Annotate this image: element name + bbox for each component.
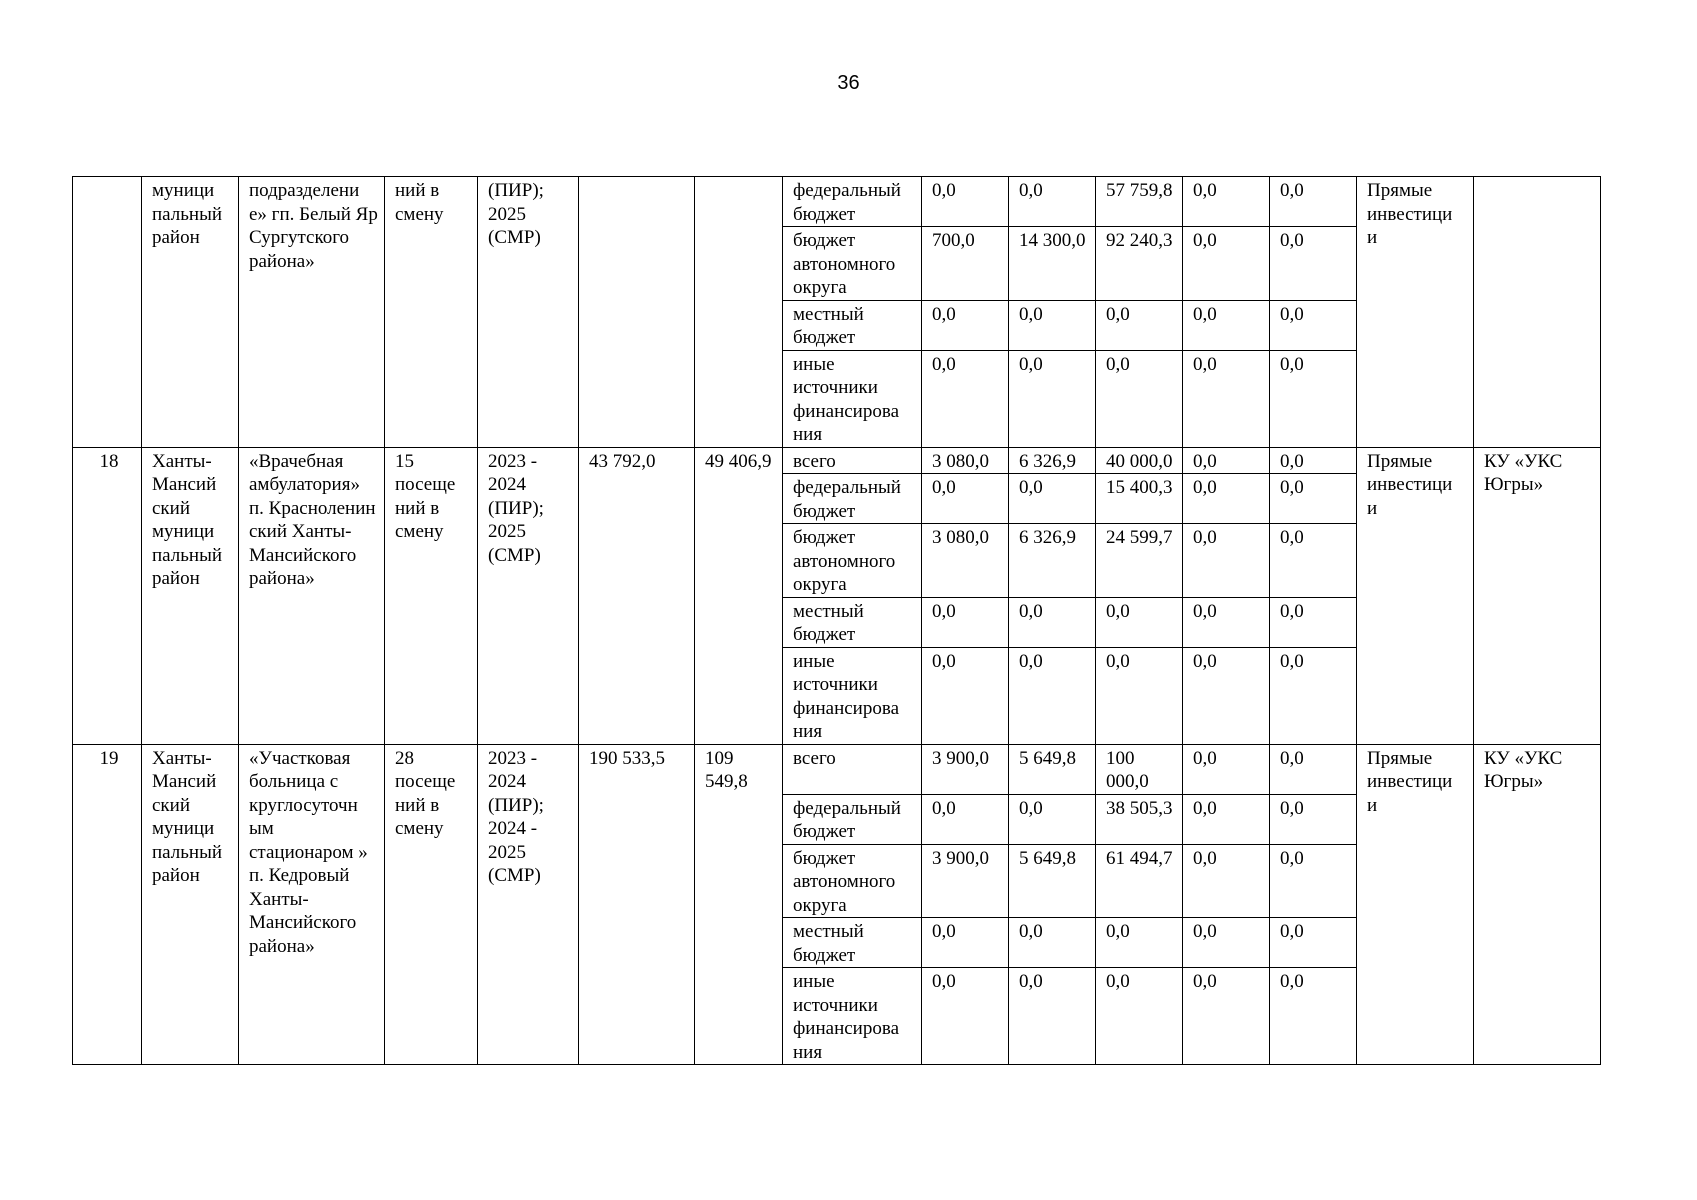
value-cell: 0,0 [1009,647,1096,744]
value-cell: 0,0 [1270,524,1357,598]
value-cell: 0,0 [1270,474,1357,524]
value-cell: 0,0 [1183,474,1270,524]
value-cell: 3 080,0 [922,524,1009,598]
funding-source-cell: местный бюджет [783,300,922,350]
period-cell: (ПИР); 2025 (СМР) [478,177,579,448]
funding-source-cell: федеральный бюджет [783,474,922,524]
funding-source-cell: бюджет автономного округа [783,844,922,918]
value-cell: 0,0 [1183,647,1270,744]
value-cell: 0,0 [922,968,1009,1065]
value-cell: 0,0 [1009,597,1096,647]
value-cell: 0,0 [1270,744,1357,794]
value-cell: 0,0 [1183,350,1270,447]
value-cell: 0,0 [1183,524,1270,598]
investment-table [72,176,1601,1065]
value-cell: 0,0 [922,647,1009,744]
value-cell: 0,0 [1270,968,1357,1065]
value-cell: 0,0 [1183,744,1270,794]
object-cell: «Участковая больница с круглосуточн ым стационаром » п. Кедровый Ханты-Мансийского района» [239,744,385,1065]
municipality-cell: Ханты-Мансий ский муници пальный район [142,447,239,744]
mechanism-cell: Прямые инвестици и [1357,744,1474,1065]
value-cell: 0,0 [922,350,1009,447]
row-number [73,177,142,448]
period-cell: 2023 - 2024 (ПИР); 2025 (СМР) [478,447,579,744]
value-cell: 0,0 [922,918,1009,968]
value-cell: 0,0 [1009,177,1096,227]
value-cell: 5 649,8 [1009,844,1096,918]
municipality-cell: муници пальный район [142,177,239,448]
funding-source-cell: федеральный бюджет [783,177,922,227]
value-cell: 700,0 [922,227,1009,301]
value-cell: 6 326,9 [1009,447,1096,474]
total-cost-cell: 190 533,5 [579,744,695,1065]
value-cell: 0,0 [1009,350,1096,447]
value-cell: 40 000,0 [1096,447,1183,474]
funding-source-cell: иные источники финансирова ния [783,350,922,447]
value-cell: 0,0 [1270,300,1357,350]
customer-cell: КУ «УКС Югры» [1474,447,1601,744]
value-cell: 0,0 [1009,794,1096,844]
value-cell: 0,0 [1096,597,1183,647]
capacity-cell: ний в смену [385,177,478,448]
value-cell: 0,0 [1270,350,1357,447]
remaining-cost-cell [695,177,783,448]
value-cell: 0,0 [922,300,1009,350]
value-cell: 0,0 [1270,844,1357,918]
value-cell: 0,0 [1183,968,1270,1065]
customer-cell [1474,177,1601,448]
value-cell: 0,0 [1183,597,1270,647]
value-cell: 0,0 [1270,794,1357,844]
table-row [73,447,1601,474]
value-cell: 0,0 [1096,918,1183,968]
funding-source-cell: местный бюджет [783,918,922,968]
value-cell: 0,0 [1183,227,1270,301]
funding-source-cell: иные источники финансирова ния [783,647,922,744]
value-cell: 0,0 [1009,474,1096,524]
value-cell: 24 599,7 [1096,524,1183,598]
value-cell: 38 505,3 [1096,794,1183,844]
value-cell: 0,0 [1009,918,1096,968]
mechanism-cell: Прямые инвестици и [1357,447,1474,744]
funding-source-cell: всего [783,744,922,794]
value-cell: 6 326,9 [1009,524,1096,598]
value-cell: 57 759,8 [1096,177,1183,227]
value-cell: 0,0 [1183,794,1270,844]
total-cost-cell: 43 792,0 [579,447,695,744]
capacity-cell: 28 посеще ний в смену [385,744,478,1065]
value-cell: 0,0 [1096,300,1183,350]
period-cell: 2023 - 2024 (ПИР); 2024 - 2025 (СМР) [478,744,579,1065]
page-number: 36 [837,72,860,94]
customer-cell: КУ «УКС Югры» [1474,744,1601,1065]
object-cell: «Врачебная амбулатория» п. Красноленин ский Ханты-Мансийского района» [239,447,385,744]
object-cell: подразделени е» гп. Белый Яр Сургутского района» [239,177,385,448]
row-number: 18 [73,447,142,744]
value-cell: 0,0 [1009,968,1096,1065]
funding-source-cell: всего [783,447,922,474]
value-cell: 0,0 [1009,300,1096,350]
value-cell: 5 649,8 [1009,744,1096,794]
funding-source-cell: иные источники финансирова ния [783,968,922,1065]
value-cell: 0,0 [1270,447,1357,474]
value-cell: 0,0 [1183,177,1270,227]
value-cell: 0,0 [1096,647,1183,744]
table-row [73,744,1601,794]
mechanism-cell: Прямые инвестици и [1357,177,1474,448]
value-cell: 14 300,0 [1009,227,1096,301]
value-cell: 3 080,0 [922,447,1009,474]
value-cell: 0,0 [1096,968,1183,1065]
funding-source-cell: местный бюджет [783,597,922,647]
value-cell: 0,0 [1183,447,1270,474]
value-cell: 0,0 [922,597,1009,647]
remaining-cost-cell: 49 406,9 [695,447,783,744]
table-row [73,177,1601,227]
value-cell: 15 400,3 [1096,474,1183,524]
capacity-cell: 15 посеще ний в смену [385,447,478,744]
municipality-cell: Ханты-Мансий ский муници пальный район [142,744,239,1065]
value-cell: 3 900,0 [922,844,1009,918]
total-cost-cell [579,177,695,448]
funding-source-cell: бюджет автономного округа [783,227,922,301]
value-cell: 0,0 [922,474,1009,524]
row-number: 19 [73,744,142,1065]
value-cell: 3 900,0 [922,744,1009,794]
funding-source-cell: бюджет автономного округа [783,524,922,598]
value-cell: 61 494,7 [1096,844,1183,918]
value-cell: 0,0 [1096,350,1183,447]
value-cell: 92 240,3 [1096,227,1183,301]
value-cell: 100 000,0 [1096,744,1183,794]
value-cell: 0,0 [1270,597,1357,647]
value-cell: 0,0 [922,177,1009,227]
value-cell: 0,0 [1270,177,1357,227]
value-cell: 0,0 [922,794,1009,844]
remaining-cost-cell: 109 549,8 [695,744,783,1065]
value-cell: 0,0 [1183,300,1270,350]
value-cell: 0,0 [1183,918,1270,968]
value-cell: 0,0 [1270,647,1357,744]
funding-source-cell: федеральный бюджет [783,794,922,844]
value-cell: 0,0 [1270,918,1357,968]
value-cell: 0,0 [1183,844,1270,918]
value-cell: 0,0 [1270,227,1357,301]
